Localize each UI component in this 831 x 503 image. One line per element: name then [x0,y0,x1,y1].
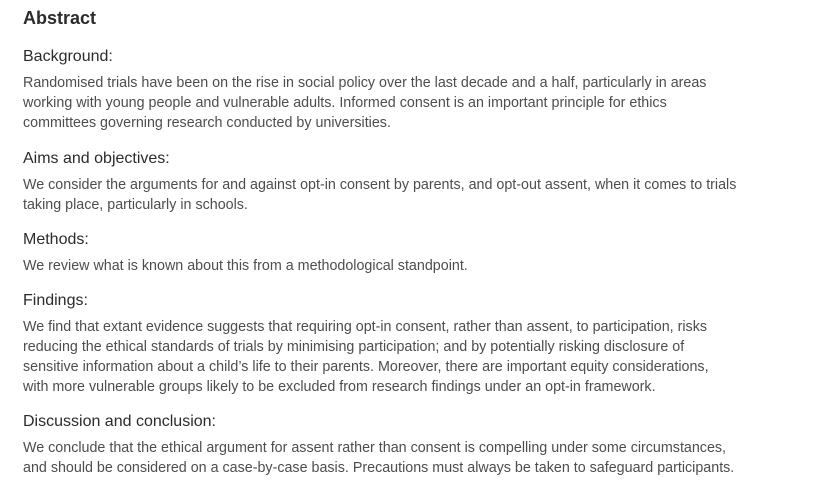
body-line: taking place, particularly in schools. [23,197,248,213]
section-discussion-conclusion [23,411,823,478]
body-line: We find that extant evidence suggests that requiring opt-in consent, rather than assent, to participation, risks [23,319,707,335]
body-line: working with young people and vulnerable adults. Informed consent is an important principle for ethics [23,95,667,111]
section-heading-findings: Findings: [23,292,88,309]
section-body-methods [23,256,823,276]
body-line: and should be considered on a case-by-case basis. Precautions must always be taken to safeguard participants. [23,460,735,476]
body-line: committees governing research conducted by universities. [23,115,391,131]
body-line: We review what is known about this from a methodological standpoint. [23,258,468,274]
body-line: sensitive information about a child’s life to their parents. Moreover, there are important equity considerations, [23,359,709,375]
body-line: reducing the ethical standards of trials by minimising participation; and by potentially risking disclosure of [23,339,685,355]
abstract-title: Abstract [23,8,97,28]
section-body-findings [23,317,823,397]
body-line: We consider the arguments for and against opt-in consent by parents, and opt-out assent, when it comes to trials [23,177,737,193]
section-heading-methods: Methods: [23,231,89,248]
section-body-aims [23,175,823,215]
section-body-discussion [23,438,823,478]
section-methods [23,229,823,276]
section-body-background [23,73,823,133]
section-aims-objectives [23,148,823,215]
section-heading-aims: Aims and objectives: [23,150,170,167]
abstract [23,6,823,478]
body-line: We conclude that the ethical argument for assent rather than consent is compelling under some circumstances, [23,440,727,456]
body-line: Randomised trials have been on the rise in social policy over the last decade and a half, particularly in areas [23,75,707,91]
section-heading-discussion: Discussion and conclusion: [23,413,216,430]
section-heading-background: Background: [23,48,113,65]
section-background [23,46,823,133]
body-line: with more vulnerable groups likely to be excluded from research findings under an opt-in framework. [23,379,656,395]
section-findings [23,290,823,397]
